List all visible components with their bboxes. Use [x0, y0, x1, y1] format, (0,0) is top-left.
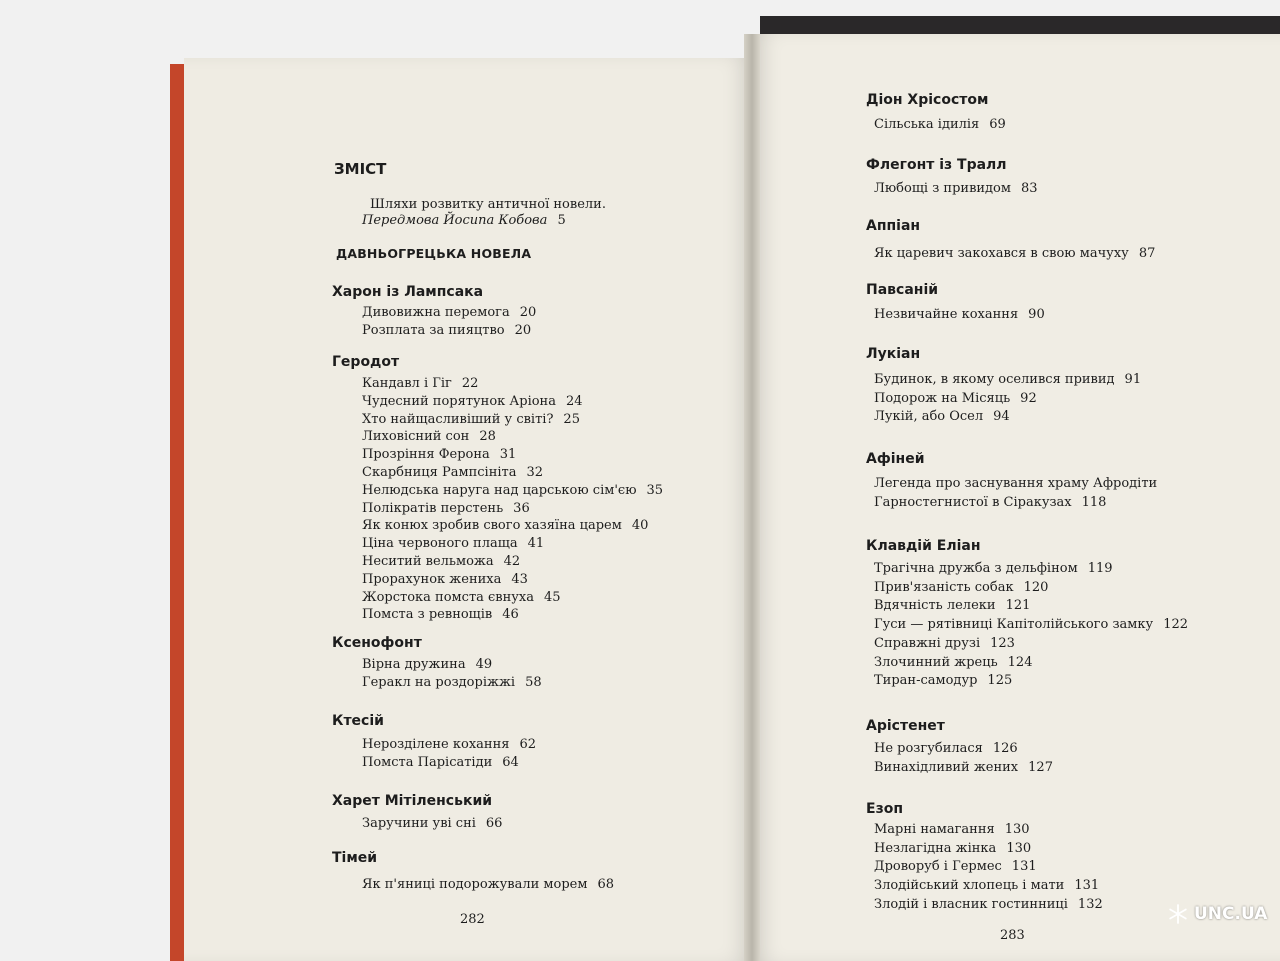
- author-heading: Ксенофонт: [332, 635, 422, 651]
- preface-page: 5: [557, 213, 566, 228]
- toc-title: ЗМІСТ: [334, 160, 387, 178]
- toc-entry-page: 83: [1021, 181, 1038, 196]
- toc-entry-title: Помста з ревнощів: [362, 607, 493, 623]
- page-number-right: 283: [1000, 928, 1025, 943]
- toc-entry: [362, 657, 492, 673]
- toc-entry-title: Хто найщасливіший у світі?: [362, 411, 554, 427]
- toc-entry: [874, 878, 1099, 894]
- toc-entry-page: 20: [519, 305, 537, 320]
- toc-entry-page: 120: [1023, 579, 1049, 595]
- toc-entry: [362, 501, 530, 517]
- toc-entry: [874, 655, 1032, 671]
- toc-entry: [874, 841, 1031, 857]
- toc-entry: [874, 307, 1045, 323]
- toc-entry: [874, 117, 1006, 133]
- toc-entry-page: 22: [461, 376, 479, 391]
- toc-entry-page: 92: [1020, 390, 1037, 406]
- toc-entry-page: 31: [499, 447, 517, 463]
- toc-entry-title: Винахідливий жених: [874, 759, 1019, 775]
- toc-entry-title: Прозріння Ферона: [362, 447, 490, 463]
- toc-entry-title: Прив'язаність собак: [874, 579, 1014, 595]
- toc-entry-page: 121: [1005, 598, 1031, 614]
- toc-entry-page: 127: [1028, 759, 1053, 775]
- toc-entry-page: 132: [1077, 896, 1103, 912]
- toc-entry-page: 42: [503, 554, 521, 569]
- toc-entry-title: Лиховісний сон: [362, 429, 470, 445]
- toc-entry: [874, 181, 1038, 197]
- snowflake-logo-icon: [1168, 904, 1188, 924]
- toc-entry-title: Чудесний порятунок Аріона: [362, 393, 556, 409]
- toc-entry: [362, 536, 544, 552]
- toc-entry-page: 66: [485, 816, 503, 831]
- toc-entry-title: Сільська ідилія: [874, 117, 980, 132]
- toc-entry: [362, 755, 519, 771]
- toc-entry-page: 36: [513, 500, 530, 516]
- toc-entry-page: 130: [1006, 840, 1032, 856]
- toc-entry-title: Будинок, в якому оселився привид: [874, 372, 1115, 387]
- author-heading: Тімей: [332, 850, 378, 866]
- preface-line: Шляхи розвитку античної новели.: [370, 197, 606, 212]
- toc-entry: [362, 737, 536, 753]
- author-heading: Геродот: [332, 354, 400, 370]
- toc-entry-title: Легенда про заснування храму Афродіти: [874, 476, 1158, 491]
- toc-entry-page: 87: [1138, 246, 1156, 261]
- toc-entry: [362, 323, 531, 339]
- toc-entry-page: 130: [1004, 822, 1030, 837]
- toc-entry-page: 32: [526, 465, 544, 480]
- author-heading: Арістенет: [866, 718, 945, 734]
- toc-entry: [362, 675, 542, 691]
- toc-entry-title: Дивовижна перемога: [362, 305, 510, 320]
- toc-entry: [362, 554, 520, 570]
- toc-entry-title: Помста Парісатіди: [362, 754, 493, 770]
- author-heading: Лукіан: [866, 346, 921, 362]
- toc-entry-title: Справжні друзі: [874, 635, 981, 651]
- toc-entry-title: Незвичайне кохання: [874, 307, 1019, 322]
- toc-entry-page: 64: [502, 754, 519, 770]
- author-heading: Афіней: [866, 451, 925, 467]
- toc-entry: [362, 816, 502, 832]
- toc-entry: [362, 590, 561, 606]
- toc-entry-title: Як конюх зробив свого хазяїна царем: [362, 518, 622, 534]
- toc-entry: [874, 561, 1113, 577]
- toc-entry: [362, 429, 496, 445]
- toc-entry: [874, 859, 1037, 875]
- toc-entry-page: 90: [1028, 307, 1045, 322]
- toc-entry-page: 126: [992, 741, 1018, 756]
- toc-entry-page: 123: [990, 635, 1015, 651]
- book-gutter: [744, 34, 760, 961]
- toc-entry: [874, 822, 1030, 838]
- toc-entry-page: 41: [527, 536, 545, 552]
- toc-entry: [874, 580, 1048, 596]
- section-heading: ДАВНЬОГРЕЦЬКА НОВЕЛА: [336, 246, 532, 261]
- toc-entry: [874, 495, 1106, 511]
- toc-entry-title: Гарностегнистої в Сіракузах: [874, 494, 1072, 510]
- author-heading: Езоп: [866, 801, 903, 817]
- toc-entry-page: 94: [993, 409, 1010, 425]
- toc-entry: [874, 372, 1141, 388]
- toc-entry: [874, 391, 1037, 407]
- toc-entry-page: 122: [1163, 617, 1189, 633]
- toc-entry-page: 24: [565, 393, 583, 409]
- toc-entry-title: Кандавл і Гіг: [362, 376, 452, 391]
- toc-entry-title: Трагічна дружба з дельфіном: [874, 561, 1078, 576]
- toc-entry-title: Як царевич закохався в свою мачуху: [874, 246, 1129, 261]
- page-number-left: 282: [460, 912, 485, 927]
- toc-entry-title: Полікратів перстень: [362, 500, 504, 516]
- author-heading: Ктесій: [332, 713, 384, 729]
- toc-entry: [362, 305, 536, 321]
- toc-entry-title: Нелюдська наруга над царською сім'єю: [362, 482, 637, 498]
- author-heading: Флегонт із Тралл: [866, 157, 1007, 173]
- toc-entry-page: 69: [989, 117, 1006, 132]
- toc-entry-title: Геракл на роздоріжжі: [362, 674, 516, 690]
- toc-entry-page: 25: [563, 411, 580, 427]
- toc-entry: [874, 476, 1167, 492]
- author-heading: Діон Хрісостом: [866, 92, 989, 108]
- toc-entry-title: Гуси — рятівниці Капітолійського замку: [874, 617, 1154, 633]
- toc-entry-page: 49: [475, 657, 493, 672]
- toc-entry: [874, 760, 1053, 776]
- toc-entry-page: 58: [525, 674, 542, 690]
- toc-entry-title: Скарбниця Рампсініта: [362, 465, 517, 480]
- watermark: [1168, 904, 1267, 924]
- toc-entry-page: 119: [1087, 561, 1113, 576]
- toc-entry-title: Ціна червоного плаща: [362, 536, 518, 552]
- toc-entry-title: Злодій і власник гостинниці: [874, 896, 1068, 912]
- toc-entry: [362, 877, 614, 893]
- toc-entry: [362, 518, 648, 534]
- author-heading: Харон із Лампсака: [332, 284, 484, 300]
- toc-entry: [874, 598, 1030, 614]
- toc-entry: [362, 572, 528, 588]
- toc-entry: [874, 673, 1012, 689]
- toc-entry: [874, 409, 1010, 425]
- toc-entry-title: Дроворуб і Гермес: [874, 859, 1002, 875]
- toc-entry-title: Тиран-самодур: [874, 673, 978, 689]
- toc-entry-title: Неситий вельможа: [362, 554, 494, 569]
- toc-entry: [874, 246, 1155, 262]
- toc-entry-page: 118: [1081, 494, 1107, 510]
- toc-entry: [362, 483, 663, 499]
- toc-entry: [362, 412, 580, 428]
- toc-entry-page: 46: [502, 607, 519, 623]
- toc-entry: [362, 607, 519, 623]
- toc-entry-title: Заручини уві сні: [362, 816, 476, 831]
- toc-entry-title: Нерозділене кохання: [362, 737, 510, 752]
- preface-author: Передмова Йосипа Кобова: [362, 213, 548, 228]
- toc-entry: [362, 465, 543, 481]
- toc-entry: [874, 897, 1103, 913]
- toc-entry: [362, 394, 583, 410]
- toc-entry-page: 45: [544, 589, 561, 605]
- toc-entry-page: 91: [1124, 372, 1142, 387]
- toc-entry: [874, 636, 1015, 652]
- toc-entry: [362, 447, 516, 463]
- author-heading: Павсаній: [866, 282, 939, 298]
- toc-entry-title: Подорож на Місяць: [874, 390, 1011, 406]
- preface-entry: [362, 213, 566, 229]
- toc-entry-page: 68: [597, 877, 614, 892]
- toc-entry-title: Прорахунок жениха: [362, 571, 502, 587]
- author-heading: Аппіан: [866, 218, 921, 234]
- toc-entry-title: Любощі з привидом: [874, 181, 1011, 196]
- toc-entry-page: 35: [646, 482, 664, 498]
- toc-entry-title: Не розгубилася: [874, 741, 983, 756]
- author-heading: Клавдій Еліан: [866, 538, 981, 554]
- toc-entry-page: 125: [987, 673, 1013, 689]
- toc-entry-page: 20: [514, 322, 532, 338]
- toc-entry-title: Жорстока помста євнуха: [362, 589, 535, 605]
- toc-entry-page: 131: [1011, 859, 1037, 875]
- toc-entry-page: 124: [1007, 654, 1033, 670]
- toc-entry-page: 40: [631, 518, 649, 534]
- toc-entry-page: 28: [479, 429, 496, 445]
- author-heading: Харет Мітіленський: [332, 793, 493, 809]
- toc-entry-page: 43: [511, 571, 528, 587]
- toc-entry-title: Марні намагання: [874, 822, 995, 837]
- toc-entry: [874, 741, 1018, 757]
- toc-entry-title: Вірна дружина: [362, 657, 466, 672]
- toc-entry: [874, 617, 1188, 633]
- toc-entry-title: Як п'яниці подорожували морем: [362, 877, 588, 892]
- toc-entry-title: Злодійський хлопець і мати: [874, 878, 1065, 894]
- toc-entry-title: Незлагідна жінка: [874, 840, 997, 856]
- toc-entry-page: 131: [1074, 878, 1100, 894]
- watermark-text: UNC.UA: [1194, 904, 1268, 924]
- toc-entry-page: 62: [519, 737, 536, 752]
- toc-entry-title: Лукій, або Осел: [874, 409, 984, 425]
- toc-entry: [362, 376, 478, 392]
- toc-entry-title: Розплата за пияцтво: [362, 322, 505, 338]
- toc-entry-title: Злочинний жрець: [874, 654, 998, 670]
- toc-entry-title: Вдячність лелеки: [874, 598, 996, 614]
